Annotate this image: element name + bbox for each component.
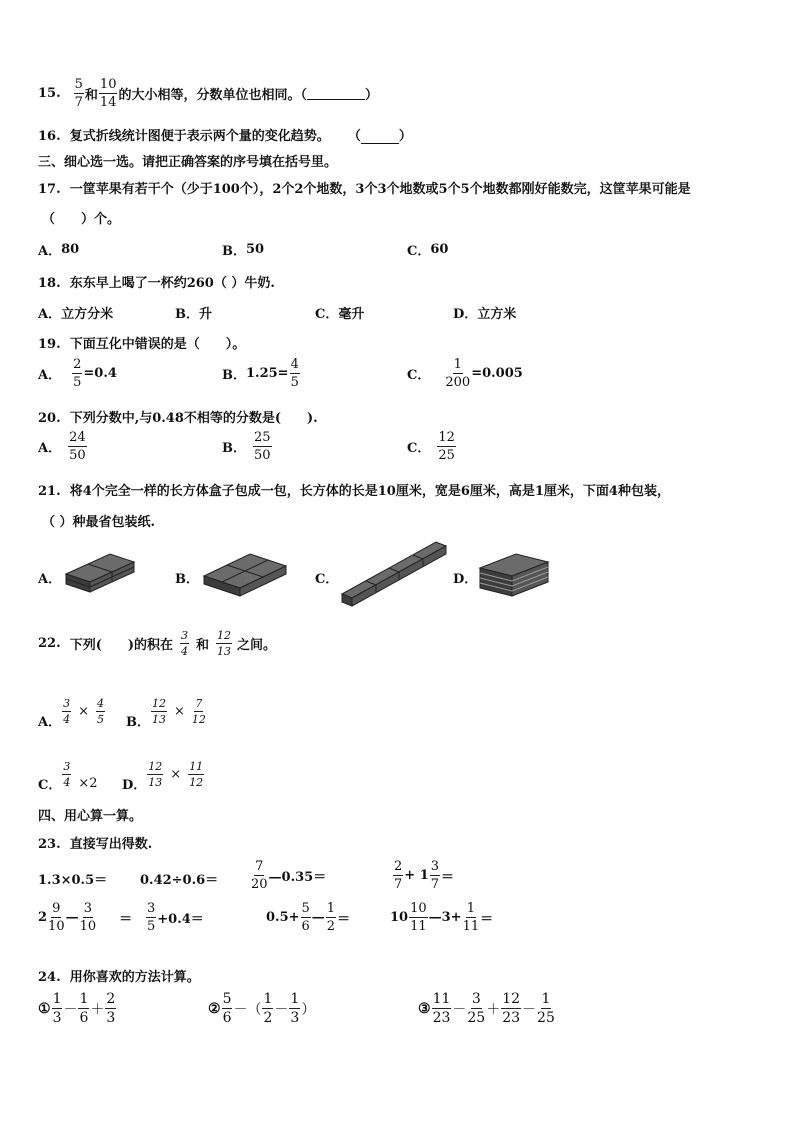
fraction <box>192 698 206 725</box>
option-a[interactable] <box>38 431 88 462</box>
option-c[interactable] <box>407 240 448 259</box>
text: A． <box>38 715 62 730</box>
fraction <box>72 358 82 389</box>
text: C． <box>407 441 431 456</box>
numerator: 12 <box>438 430 455 445</box>
text: 20. <box>38 411 61 426</box>
fraction <box>262 992 273 1025</box>
option-c[interactable] <box>38 756 98 793</box>
text: 18. <box>38 276 61 291</box>
question-15 <box>38 78 378 109</box>
expression: 1.3×0.5＝ <box>38 873 108 888</box>
numerator: 24 <box>69 430 86 445</box>
denominator: 6 <box>222 1010 232 1026</box>
denominator: 10 <box>48 919 65 934</box>
denominator: 7 <box>394 877 403 892</box>
expression <box>392 860 454 891</box>
denominator: 50 <box>254 448 271 463</box>
numerator: 2 <box>394 859 403 874</box>
fraction <box>467 992 485 1025</box>
fraction <box>253 431 272 462</box>
numerator: 1 <box>263 991 273 1007</box>
text: ＋ <box>90 1001 105 1018</box>
question-17-line2: （ ）个。 <box>42 212 121 227</box>
numerator: 11 <box>432 991 451 1007</box>
question-22 <box>38 630 276 657</box>
fraction <box>430 860 440 891</box>
option-a[interactable] <box>38 568 61 587</box>
option-d[interactable] <box>453 303 516 322</box>
denominator: 4 <box>63 713 71 726</box>
denominator: 5 <box>290 375 299 390</box>
fraction <box>80 902 97 933</box>
option-c[interactable] <box>407 431 457 462</box>
denominator: 23 <box>432 1010 451 1026</box>
expression <box>266 902 350 933</box>
text: D． <box>453 572 478 587</box>
text: －（ <box>233 1001 262 1018</box>
denominator: 25 <box>537 1010 555 1026</box>
text: A． <box>38 441 62 456</box>
text: ＝ <box>337 912 351 927</box>
fraction <box>326 902 336 933</box>
text: B． <box>175 572 199 587</box>
text: — <box>311 910 325 925</box>
text: C． <box>315 572 339 587</box>
text: C． <box>407 368 431 383</box>
section-3-heading: 三、细心选一选。请把正确答案的序号填在括号里。 <box>38 155 338 170</box>
option-b[interactable] <box>222 358 301 389</box>
text: （ <box>347 129 361 144</box>
numerator: 1 <box>466 901 475 916</box>
numerator: 3 <box>181 629 188 642</box>
denominator: 50 <box>69 448 86 463</box>
denominator: 3 <box>52 1010 62 1026</box>
fraction <box>48 902 65 933</box>
fraction <box>78 992 89 1025</box>
option-c[interactable] <box>315 568 338 587</box>
denominator: 13 <box>217 645 232 658</box>
question-16 <box>38 125 412 144</box>
option-a[interactable] <box>38 240 79 259</box>
fraction <box>52 992 63 1025</box>
fraction <box>463 902 480 933</box>
fraction <box>62 698 71 725</box>
question-23 <box>38 833 152 852</box>
text: B． <box>126 715 150 730</box>
fraction <box>289 992 300 1025</box>
text: 下列( )的积在 <box>69 638 173 653</box>
fraction <box>188 761 204 788</box>
numerator: 12 <box>148 760 163 773</box>
expression <box>250 860 326 891</box>
denominator: 7 <box>430 877 440 892</box>
answer-blank[interactable] <box>361 131 399 144</box>
denominator: 25 <box>438 448 455 463</box>
fraction <box>146 902 156 933</box>
fraction <box>432 992 452 1025</box>
text: ） <box>398 129 412 144</box>
numerator: 2 <box>106 991 116 1007</box>
fraction <box>501 992 521 1025</box>
text: － <box>274 1001 289 1018</box>
option-b[interactable] <box>222 431 273 462</box>
numerator: 1 <box>290 991 300 1007</box>
denominator: 12 <box>189 776 204 789</box>
numerator: 1 <box>79 991 89 1007</box>
numerator: 10 <box>410 901 427 916</box>
denominator: 6 <box>301 919 310 934</box>
text: 之间。 <box>237 638 277 653</box>
numerator: 3 <box>471 991 481 1007</box>
option-b[interactable] <box>175 303 212 322</box>
denominator: 2 <box>326 919 336 934</box>
text: 立方米 <box>477 307 517 322</box>
fraction <box>216 630 232 657</box>
numerator: 12 <box>217 629 232 642</box>
text: B． <box>222 368 246 383</box>
text: +0.4＝ <box>157 912 204 927</box>
text: 21. <box>38 484 61 499</box>
text: 用你喜欢的方法计算。 <box>69 970 200 985</box>
denominator: 2 <box>263 1010 273 1026</box>
denominator: 11 <box>462 919 480 934</box>
text: 24. <box>38 970 61 985</box>
text: ＝ <box>441 870 455 885</box>
text: ） <box>364 88 378 103</box>
question-17 <box>38 178 691 197</box>
question-20 <box>38 407 318 426</box>
text: 1.25= <box>246 366 289 381</box>
text: ③ <box>418 1000 431 1017</box>
text: A． <box>38 572 62 587</box>
expression <box>38 902 132 933</box>
text: =0.005 <box>471 366 523 381</box>
text: × <box>174 704 185 719</box>
denominator: 5 <box>147 919 156 934</box>
question-19 <box>38 333 245 352</box>
denominator: 4 <box>63 776 71 789</box>
fraction <box>68 431 87 462</box>
numerator: 7 <box>195 697 203 710</box>
denominator: 5 <box>73 375 82 390</box>
text: C． <box>407 244 431 259</box>
text: ×2 <box>78 776 98 791</box>
denominator: 13 <box>152 713 166 726</box>
box-package-b-image <box>200 546 292 602</box>
denominator: 23 <box>502 1010 521 1026</box>
option-d[interactable] <box>122 756 205 793</box>
denominator: 200 <box>445 375 471 390</box>
text: 23. <box>38 837 61 852</box>
text: － <box>452 1001 467 1018</box>
text: 立方分米 <box>61 307 114 322</box>
numerator: 2 <box>73 357 82 372</box>
text: × <box>170 767 182 782</box>
text: 10 <box>390 910 409 925</box>
text: 和 <box>84 88 98 103</box>
text: － <box>63 1001 78 1018</box>
text: D． <box>122 778 147 793</box>
denominator: 25 <box>467 1010 486 1026</box>
fraction <box>222 992 233 1025</box>
text: 东东早上喝了一杯约260（ ）牛奶. <box>69 276 275 291</box>
text: 和 <box>196 638 210 653</box>
option-a[interactable] <box>38 358 117 389</box>
text: A． <box>38 307 62 322</box>
numerator: 3 <box>147 901 156 916</box>
text: 复式折线统计图便于表示两个量的变化趋势。 <box>69 129 330 144</box>
text: + 1 <box>404 868 429 883</box>
numerator: 1 <box>326 901 336 916</box>
text: ＝ <box>119 912 133 927</box>
text: A． <box>38 244 62 259</box>
fraction <box>74 78 84 109</box>
numerator: 4 <box>97 697 104 710</box>
text: 下面互化中错误的是（ ）。 <box>69 337 246 352</box>
fraction <box>62 761 71 788</box>
option-b[interactable] <box>175 568 199 587</box>
calculation-1 <box>38 992 117 1025</box>
text: =0.4 <box>83 366 117 381</box>
denominator: 12 <box>191 713 206 726</box>
expression <box>145 902 204 933</box>
calculation-2 <box>208 992 315 1025</box>
question-18 <box>38 272 275 291</box>
numerator: 9 <box>52 901 61 916</box>
fraction <box>96 698 105 725</box>
text: 80 <box>61 242 80 257</box>
section-4-heading: 四、用心算一算。 <box>38 809 143 824</box>
fraction <box>301 902 311 933</box>
text: —3+ <box>428 910 462 925</box>
option-b[interactable] <box>126 693 207 730</box>
option-b[interactable] <box>222 240 264 259</box>
text: 下列分数中,与0.48不相等的分数是( ). <box>69 411 318 426</box>
text: 60 <box>430 242 449 257</box>
numerator: 5 <box>301 901 310 916</box>
text: —0.35＝ <box>268 870 327 885</box>
numerator: 3 <box>63 760 71 773</box>
text: 0.5+ <box>266 910 300 925</box>
fraction <box>105 992 116 1025</box>
text: 升 <box>199 307 213 322</box>
denominator: 4 <box>181 645 188 658</box>
answer-blank[interactable] <box>307 87 365 100</box>
text: 将4个完全一样的长方体盒子包成一包，长方体的长是10厘米，宽是6厘米，高是1厘米，下面4种包装， <box>69 484 670 499</box>
option-a[interactable] <box>38 303 113 322</box>
text: B． <box>222 244 246 259</box>
denominator: 10 <box>79 919 97 934</box>
numerator: 12 <box>502 991 521 1007</box>
text: ① <box>38 1000 51 1017</box>
numerator: 5 <box>222 991 232 1007</box>
numerator: 3 <box>83 901 92 916</box>
fraction <box>409 902 428 933</box>
numerator: 25 <box>254 430 271 445</box>
text: D． <box>453 307 478 322</box>
denominator: 11 <box>410 919 427 934</box>
text: C． <box>38 778 62 793</box>
fraction <box>151 698 167 725</box>
box-package-c-image <box>338 538 450 610</box>
text: — <box>65 910 79 925</box>
numerator: 7 <box>255 859 264 874</box>
denominator: 13 <box>148 776 163 789</box>
option-a[interactable] <box>38 693 106 730</box>
numerator: 3 <box>63 697 71 710</box>
question-21-line2: （ ）种最省包装纸. <box>42 515 156 530</box>
fraction <box>393 860 403 891</box>
text: 直接写出得数. <box>69 837 153 852</box>
numerator: 1 <box>453 357 462 372</box>
denominator: 3 <box>106 1010 116 1026</box>
denominator: 14 <box>99 95 117 110</box>
text: 22. <box>38 636 61 651</box>
fraction <box>437 431 456 462</box>
text: ＋ <box>486 1001 501 1018</box>
text: 的大小相等，分数单位也相同。（ <box>118 88 307 103</box>
denominator: 7 <box>74 95 83 110</box>
numerator: 12 <box>152 697 166 710</box>
fraction <box>290 358 300 389</box>
text: ＝ <box>480 912 494 927</box>
numerator: 1 <box>541 991 551 1007</box>
text: ② <box>208 1000 221 1017</box>
denominator: 6 <box>79 1010 89 1026</box>
fraction <box>147 761 163 788</box>
expression <box>390 902 493 933</box>
text: A． <box>38 368 62 383</box>
text: 17. <box>38 182 61 197</box>
text: － <box>522 1001 537 1018</box>
numerator: 5 <box>74 77 83 92</box>
text: ） <box>301 1001 316 1018</box>
denominator: 20 <box>251 877 268 892</box>
fraction <box>180 630 189 657</box>
numerator: 4 <box>290 357 299 372</box>
option-d[interactable] <box>453 568 477 587</box>
numerator: 1 <box>52 991 62 1007</box>
text: 19. <box>38 337 61 352</box>
box-package-a-image <box>62 548 138 600</box>
denominator: 5 <box>97 713 104 726</box>
text: 50 <box>246 242 265 257</box>
text: B． <box>222 441 246 456</box>
fraction <box>537 992 555 1025</box>
box-package-d-image <box>476 548 552 602</box>
fraction <box>445 358 470 389</box>
text: 15. <box>38 86 61 101</box>
text: × <box>78 704 89 719</box>
denominator: 3 <box>290 1010 300 1026</box>
question-24 <box>38 966 200 985</box>
numerator: 3 <box>430 859 440 874</box>
calculation-3 <box>418 992 556 1025</box>
option-c[interactable] <box>407 358 523 389</box>
text: 2 <box>38 910 48 925</box>
fraction <box>251 860 268 891</box>
text: 毫升 <box>338 307 365 322</box>
text: C． <box>315 307 339 322</box>
numerator: 11 <box>189 760 204 773</box>
option-c[interactable] <box>315 303 364 322</box>
text: 16. <box>38 129 61 144</box>
expression: 0.42÷0.6＝ <box>140 873 219 888</box>
text: B． <box>175 307 199 322</box>
fraction <box>99 78 118 109</box>
numerator: 10 <box>99 77 117 92</box>
text: 一筐苹果有若干个（少于100个），2个2个地数，3个3个地数或5个5个地数都刚好能数完，这筐苹果可能是 <box>69 182 691 197</box>
question-21 <box>38 480 670 499</box>
